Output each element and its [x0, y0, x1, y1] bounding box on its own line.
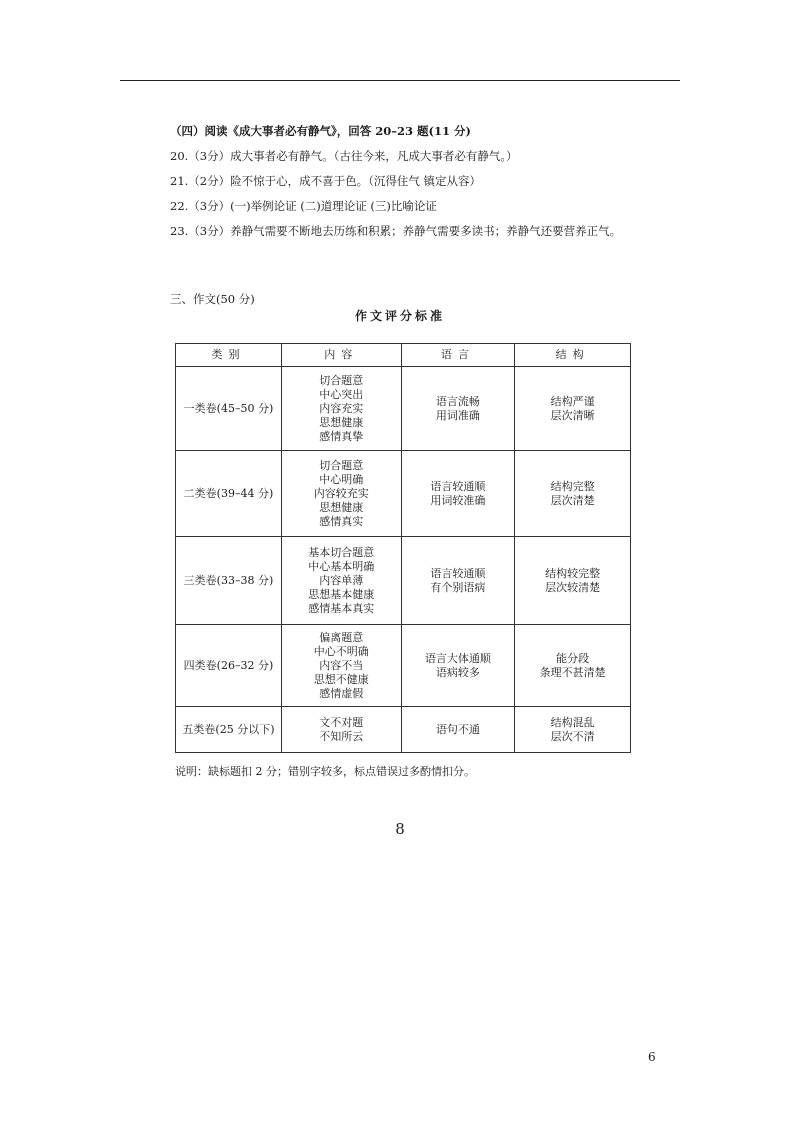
content-item: 思想健康 — [319, 500, 364, 514]
scoring-note: 说明：缺标题扣 2 分；错别字较多，标点错误过多酌情扣分。 — [175, 765, 475, 778]
scanned-page-number: 8 — [395, 820, 405, 838]
content-cell — [281, 451, 401, 537]
rubric-title: 作文评分标准 — [354, 309, 445, 323]
content-item: 内容较充实 — [313, 486, 369, 500]
language-item: 用词准确 — [435, 408, 480, 422]
language-cell — [401, 451, 515, 537]
language-item: 语言大体通顺 — [424, 651, 491, 665]
content-item: 思想健康 — [319, 415, 364, 429]
rubric-row-grade-3 — [176, 537, 631, 625]
language-item: 有个别语病 — [430, 580, 486, 594]
answer-22: 22.（3分）(一)举例论证 (二)道理论证 (三)比喻论证 — [170, 199, 437, 213]
rubric-row-grade-2 — [176, 451, 631, 537]
language-item: 语句不通 — [435, 722, 480, 736]
rubric-row-grade-4 — [176, 625, 631, 707]
structure-item: 结构严谨 — [550, 394, 595, 408]
rubric-row-grade-1 — [176, 367, 631, 451]
content-item: 感情真实 — [319, 514, 364, 528]
language-item: 语言较通顺 — [430, 566, 486, 580]
header-content: 内容 — [281, 344, 401, 367]
structure-item: 条理不甚清楚 — [539, 665, 606, 679]
language-cell — [401, 367, 515, 451]
header-language: 语言 — [401, 344, 515, 367]
content-cell — [281, 367, 401, 451]
structure-item: 层次较清楚 — [545, 580, 601, 594]
content-item: 思想基本健康 — [308, 587, 375, 601]
structure-item: 结构混乱 — [550, 715, 595, 729]
rubric-row-grade-5 — [176, 707, 631, 753]
structure-item: 层次不清 — [550, 729, 595, 743]
structure-cell — [515, 537, 631, 625]
content-cell — [281, 537, 401, 625]
language-item: 语言流畅 — [435, 394, 480, 408]
category-cell: 五类卷(25 分以下) — [176, 707, 282, 753]
content-item: 中心明确 — [319, 472, 364, 486]
category-cell: 一类卷(45–50 分) — [176, 367, 282, 451]
language-item: 用词较准确 — [430, 493, 486, 507]
answer-23: 23.（3分）养静气需要不断地去历练和积累；养静气需要多读书；养静气还要营养正气。 — [170, 224, 622, 238]
content-item: 中心不明确 — [313, 644, 369, 658]
content-item: 基本切合题意 — [308, 545, 375, 559]
content-item: 思想不健康 — [313, 672, 369, 686]
content-item: 中心突出 — [319, 387, 364, 401]
structure-item: 结构较完整 — [545, 566, 601, 580]
section-three-heading: 三、作文(50 分) — [170, 292, 255, 306]
header-structure: 结构 — [515, 344, 631, 367]
structure-cell — [515, 451, 631, 537]
content-item: 文不对题 — [319, 715, 364, 729]
language-item: 语病较多 — [435, 665, 480, 679]
language-cell — [401, 707, 515, 753]
content-item: 感情虚假 — [319, 686, 364, 700]
page-number: 6 — [648, 1050, 656, 1064]
answer-20: 20.（3分）成大事者必有静气。（古往今来，凡成大事者必有静气。） — [170, 149, 518, 163]
content-item: 中心基本明确 — [308, 559, 375, 573]
content-item: 内容不当 — [319, 658, 364, 672]
content-item: 感情真挚 — [319, 429, 364, 443]
category-cell: 三类卷(33–38 分) — [176, 537, 282, 625]
essay-rubric-table — [175, 343, 631, 753]
rubric-header-row — [176, 344, 631, 367]
header-rule — [120, 80, 680, 81]
content-item: 内容充实 — [319, 401, 364, 415]
content-item: 感情基本真实 — [308, 601, 375, 615]
category-cell: 二类卷(39–44 分) — [176, 451, 282, 537]
structure-cell — [515, 707, 631, 753]
content-cell — [281, 625, 401, 707]
content-item: 内容单薄 — [319, 573, 364, 587]
language-cell — [401, 537, 515, 625]
header-category: 类别 — [176, 344, 282, 367]
structure-item: 能分段 — [556, 651, 590, 665]
language-cell — [401, 625, 515, 707]
language-item: 语言较通顺 — [430, 479, 486, 493]
structure-item: 层次清晰 — [550, 408, 595, 422]
content-cell — [281, 707, 401, 753]
structure-item: 层次清楚 — [550, 493, 595, 507]
structure-item: 结构完整 — [550, 479, 595, 493]
structure-cell — [515, 367, 631, 451]
content-item: 切合题意 — [319, 373, 364, 387]
structure-cell — [515, 625, 631, 707]
answer-21: 21.（2分）险不惊于心，成不喜于色。（沉得住气 镇定从容） — [170, 174, 482, 188]
content-item: 切合题意 — [319, 458, 364, 472]
content-item: 偏离题意 — [319, 630, 364, 644]
content-item: 不知所云 — [319, 729, 364, 743]
category-cell: 四类卷(26–32 分) — [176, 625, 282, 707]
section-four-heading: （四）阅读《成大事者必有静气》，回答 20–23 题(11 分) — [170, 124, 471, 138]
